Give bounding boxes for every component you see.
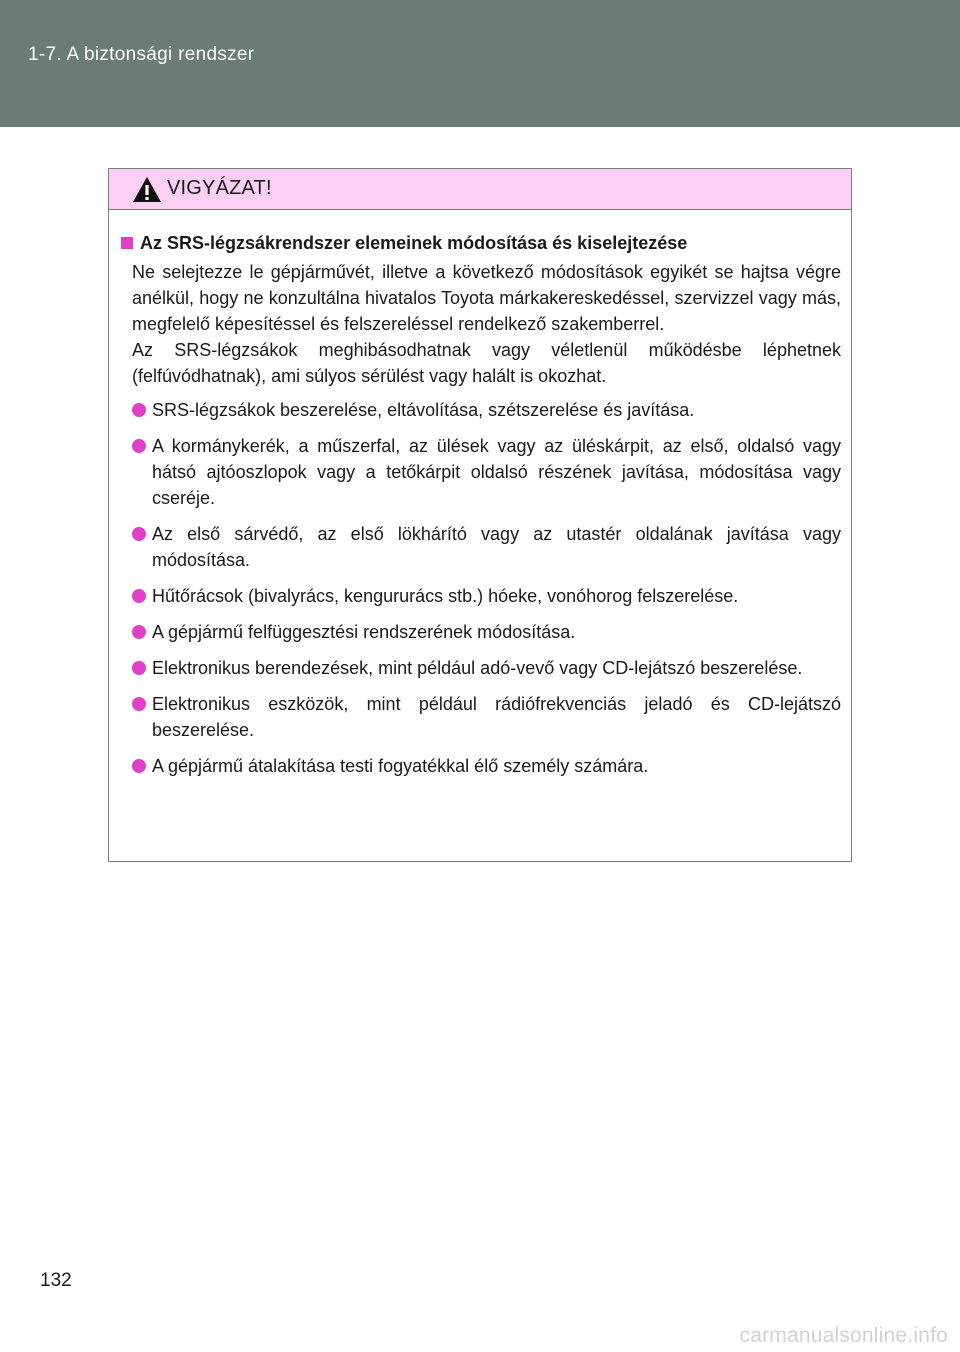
warning-subheading-text: Az SRS-légzsákrendszer elemeinek módosítása és kiselejtezése (140, 233, 688, 253)
square-bullet-icon (121, 237, 133, 249)
list-item-text: Az első sárvédő, az első lökhárító vagy az utastér oldalának javítása vagy módosítása. (152, 524, 841, 570)
warning-box (108, 168, 852, 862)
circle-bullet-icon (132, 759, 146, 773)
list-item (132, 397, 841, 423)
list-item-text: SRS-légzsákok beszerelése, eltávolítása, szétszerelése és javítása. (152, 400, 695, 420)
list-item (132, 753, 841, 779)
warning-body (109, 210, 851, 779)
watermark: carmanualsonline.info (739, 1324, 948, 1347)
list-item (132, 433, 841, 511)
list-item (132, 655, 841, 681)
list-item-text: Hűtőrácsok (bivalyrács, kengururács stb.) hóeke, vonóhorog felszerelése. (152, 586, 739, 606)
warning-paragraph-1: Ne selejtezze le gépjárművét, illetve a következő módosítások egyikét se hajtsa végre anélkül, hogy ne konzultálna hivatalos Toyota márkakereskedéssel, szervizzel vagy más, megfelelő képesítéssel és felszereléssel rendelkező szakemberrel. (132, 262, 841, 334)
circle-bullet-icon (132, 697, 146, 711)
circle-bullet-icon (132, 403, 146, 417)
list-item (132, 521, 841, 573)
circle-bullet-icon (132, 589, 146, 603)
circle-bullet-icon (132, 661, 146, 675)
list-item (132, 691, 841, 743)
section-title: 1-7. A biztonsági rendszer (28, 44, 255, 65)
page-header (0, 0, 960, 127)
warning-subheading (121, 231, 841, 255)
circle-bullet-icon (132, 439, 146, 453)
warning-title: VIGYÁZAT! (167, 177, 272, 199)
list-item-text: Elektronikus eszközök, mint például rádiófrekvenciás jeladó és CD-lejátszó beszerelése. (152, 694, 841, 740)
warning-triangle-icon (132, 176, 162, 203)
list-item-text: A gépjármű átalakítása testi fogyatékkal élő személy számára. (152, 756, 649, 776)
list-item (132, 619, 841, 645)
list-item-text: A gépjármű felfüggesztési rendszerének módosítása. (152, 622, 576, 642)
circle-bullet-icon (132, 527, 146, 541)
list-item-text: A kormánykerék, a műszerfal, az ülések vagy az üléskárpit, az első, oldalsó vagy hátsó ajtóoszlopok vagy a tetőkárpit oldalsó részének javítása, módosítása vagy cseréje. (152, 436, 841, 508)
warning-bullet-list (121, 397, 841, 779)
list-item (132, 583, 841, 609)
warning-paragraphs (121, 259, 841, 389)
warning-paragraph-2: Az SRS-légzsákok meghibásodhatnak vagy véletlenül működésbe léphetnek (felfúvódhatnak), ami súlyos sérülést vagy halált is okozhat. (132, 340, 841, 386)
list-item-text: Elektronikus berendezések, mint például adó-vevő vagy CD-lejátszó beszerelése. (152, 658, 803, 678)
page-number: 132 (40, 1270, 72, 1291)
warning-header (109, 169, 851, 210)
circle-bullet-icon (132, 625, 146, 639)
